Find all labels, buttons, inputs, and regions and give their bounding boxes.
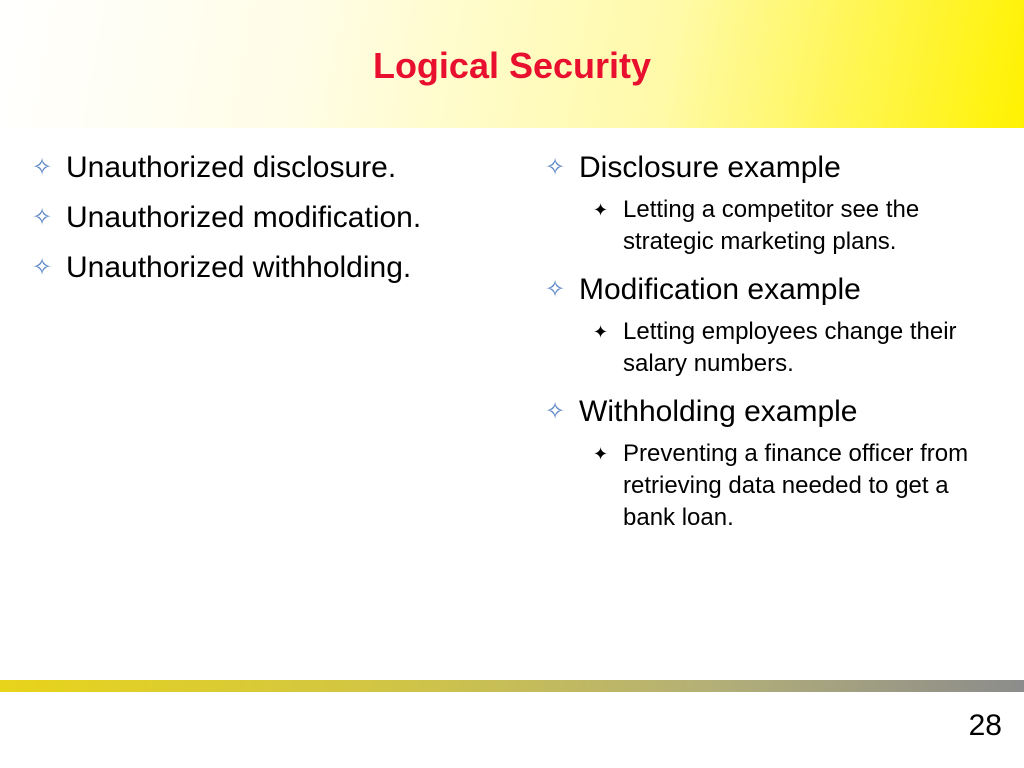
bullet-text: Withholding example	[579, 395, 858, 428]
slide-title: Logical Security	[372, 45, 652, 86]
star-bullet-icon: ✧	[32, 204, 53, 231]
filled-star-bullet-icon: ✦	[593, 444, 609, 464]
bullet-text: Unauthorized withholding.	[66, 251, 412, 284]
bullet-text: Modification example	[579, 273, 861, 306]
star-bullet-icon: ✧	[545, 276, 566, 303]
sub-bullet-item	[593, 438, 1005, 534]
sub-bullet-text: Preventing a finance officer from retrieving data needed to get a bank loan.	[623, 440, 969, 531]
sub-bullet-item	[593, 194, 1005, 258]
filled-star-bullet-icon: ✦	[593, 200, 609, 220]
bullet-item	[32, 200, 502, 236]
bullet-item	[545, 394, 1005, 430]
bullet-item	[545, 272, 1005, 308]
bullet-item	[32, 150, 502, 186]
bullet-text: Unauthorized disclosure.	[66, 151, 397, 184]
star-bullet-icon: ✧	[32, 154, 53, 181]
bullet-text: Unauthorized modification.	[66, 201, 422, 234]
sub-bullet-item	[593, 316, 1005, 380]
filled-star-bullet-icon: ✦	[593, 322, 609, 342]
right-column	[545, 150, 1005, 548]
bullet-text: Disclosure example	[579, 151, 841, 184]
footer-divider-bar	[0, 680, 1024, 692]
star-bullet-icon: ✧	[545, 154, 566, 181]
sub-bullet-text: Letting employees change their salary numbers.	[623, 318, 957, 377]
left-column	[32, 150, 502, 300]
sub-bullet-text: Letting a competitor see the strategic marketing plans.	[623, 196, 920, 255]
star-bullet-icon: ✧	[545, 398, 566, 425]
star-bullet-icon: ✧	[32, 254, 53, 281]
bullet-item	[545, 150, 1005, 186]
page-number: 28	[968, 709, 1002, 742]
bullet-item	[32, 250, 502, 286]
